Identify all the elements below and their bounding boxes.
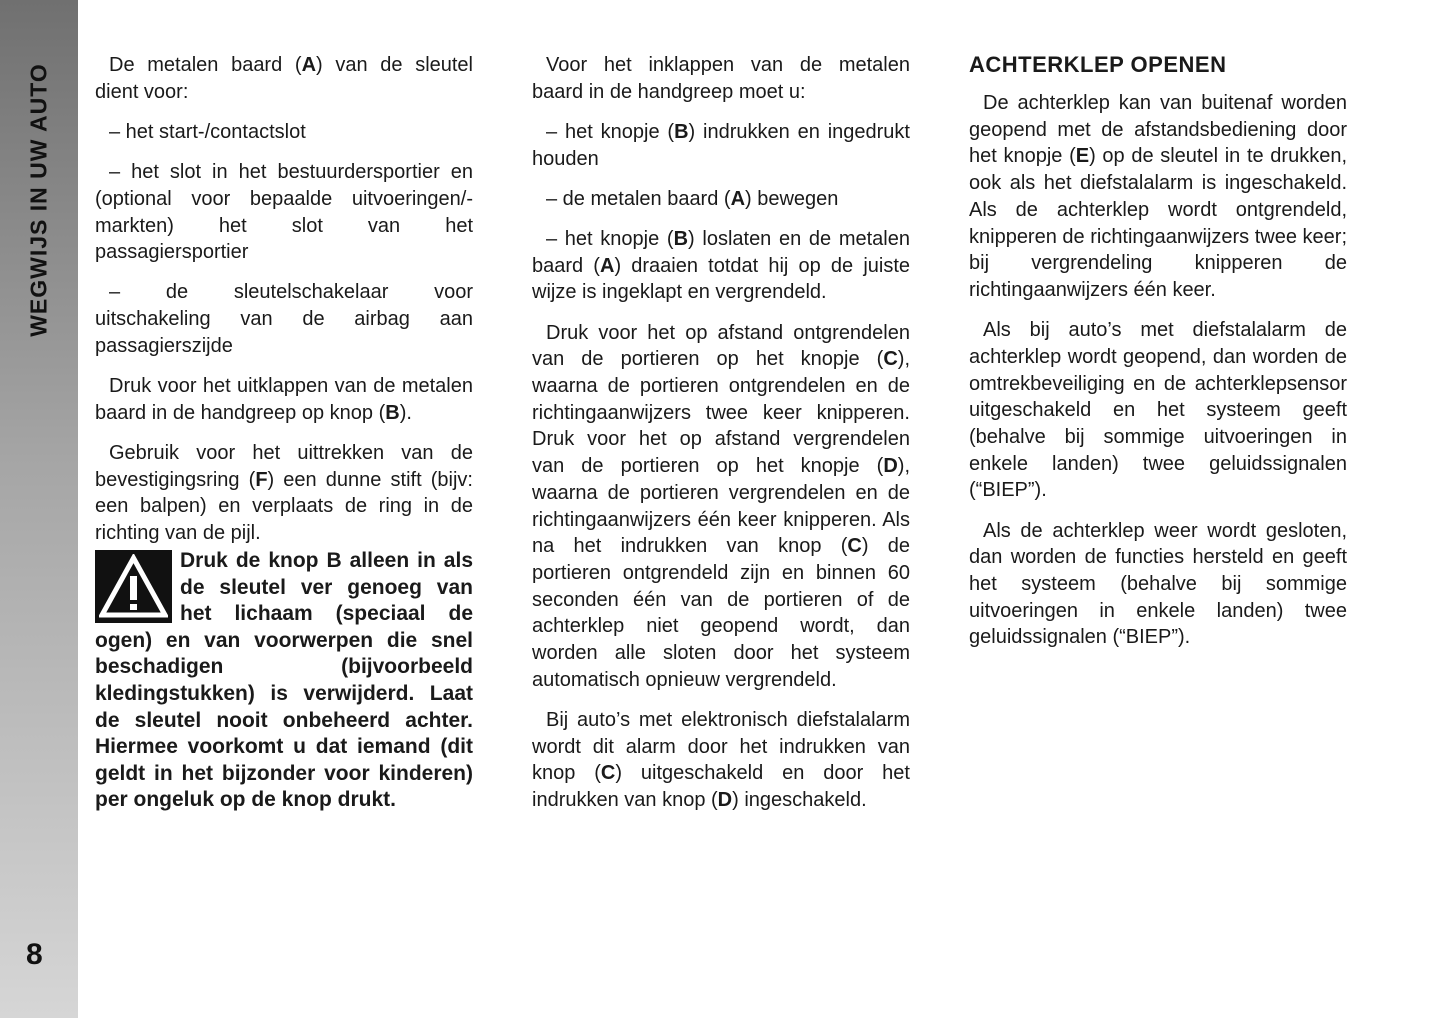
page-number: 8	[26, 938, 43, 971]
paragraph-text: ) loslaten en de metalen baard (	[532, 228, 910, 277]
key-letter: B	[673, 228, 689, 251]
paragraph-text: – het slot in het bestuurdersportier en (optional voor bepaalde uitvoeringen/-markten) het slot van het passagiersportier	[95, 161, 473, 264]
key-letter: A	[599, 254, 615, 277]
paragraph	[969, 317, 1347, 504]
section-title: WEGWIJS IN UW AUTO	[25, 63, 52, 337]
paragraph	[532, 707, 910, 814]
paragraph	[969, 518, 1347, 652]
paragraph-text: Als bij auto’s met diefstalalarm de achterklep wordt geopend, dan worden de omtrekbeveiliging en de achterklepsensor uitgeschakeld en het systeem geeft (behalve bij sommige uitvoeringen in enkele landen) twee geluidssignalen (“BIEP”).	[969, 319, 1347, 502]
paragraph	[95, 159, 473, 266]
paragraph-text: De metalen baard (	[109, 54, 302, 76]
paragraph	[95, 373, 473, 426]
warning-text: Druk de knop B alleen in als de sleutel ver genoeg van het lichaam (speciaal de ogen) en van voorwerpen die snel beschadigen (bijvoorbeeld kledingstukken) is verwijderd. Laat de sleutel nooit onbeheerd achter. Hiermee voorkomt u dat iemand (dit geldt in het bijzonder voor kinderen) per ongeluk op de knop drukt.	[95, 549, 473, 812]
warning-box	[95, 548, 473, 814]
key-letter: E	[1075, 145, 1090, 168]
key-letter: C	[600, 762, 616, 785]
key-letter: A	[730, 187, 746, 210]
key-letter: C	[883, 348, 898, 371]
paragraph-text: ), waarna de portieren ontgrendelen en de richtingaanwijzers twee keer knipperen. Druk voor het op afstand vergrendelen van de portieren op het knopje (	[532, 348, 910, 478]
paragraph-text: Gebruik voor het uittrekken van de bevestigingsring (	[95, 441, 473, 491]
warning-triangle-icon	[95, 550, 172, 623]
paragraph-text: ) een dunne stift (bijv: een balpen) en verplaats de ring in de richting van de pijl.	[95, 468, 473, 545]
key-letter: F	[255, 468, 268, 491]
paragraph	[969, 90, 1347, 304]
key-letter: A	[301, 54, 317, 76]
column-2	[532, 52, 910, 827]
key-letter: B	[385, 401, 400, 424]
section-sidebar	[0, 0, 78, 1018]
paragraph-text: ) van de sleutel dient voor:	[95, 54, 474, 103]
paragraph-text: Druk voor het op afstand ontgrendelen van de portieren op het knopje (	[532, 321, 910, 371]
paragraph-text: ) de portieren ontgrendeld zijn en binnen 60 seconden één van de portieren of de achterklep niet geopend wordt, dan worden alle sloten door het systeem automatisch opnieuw vergrendeld.	[532, 535, 910, 691]
paragraph-text: ) indrukken en ingedrukt houden	[532, 120, 910, 170]
paragraph-text: Als de achterklep weer wordt gesloten, dan worden de functies hersteld en geeft het systeem (behalve bij sommige uitvoeringen in enkele landen) twee geluidssignalen (“BIEP”).	[969, 519, 1347, 649]
paragraph-text: Druk voor het uitklappen van de metalen baard in de handgreep op knop (	[95, 375, 473, 424]
column-1	[95, 52, 473, 560]
paragraph	[532, 320, 910, 694]
paragraph-text: ) bewegen	[745, 187, 839, 210]
paragraph	[95, 440, 473, 547]
paragraph-text: ).	[399, 401, 412, 424]
paragraph-text: ), waarna de portieren vergrendelen en de richtingaanwijzers één keer knipperen. Als na het indrukken van knop (	[532, 455, 910, 558]
paragraph-text: ) ingeschakeld.	[732, 789, 867, 812]
paragraph	[532, 119, 910, 172]
key-letter: C	[847, 535, 862, 558]
key-letter: B	[674, 120, 689, 143]
paragraph-text: De achterklep kan van buitenaf worden geopend met de afstandsbediening door het knopje (	[969, 92, 1347, 168]
paragraph-text: – de sleutelschakelaar voor uitschakeling van de airbag aan passagierszijde	[95, 281, 473, 357]
key-letter: D	[883, 455, 898, 478]
paragraph	[532, 226, 910, 306]
section-heading: ACHTERKLEP OPENEN	[969, 52, 1227, 77]
column-3	[969, 52, 1347, 665]
paragraph	[532, 52, 910, 105]
paragraph-text: – het start-/contactslot	[109, 120, 306, 143]
paragraph-text: ) uitgeschakeld en door het indrukken van knop (	[532, 762, 910, 812]
paragraph-text: – het knopje (	[546, 228, 674, 251]
paragraph	[95, 279, 473, 359]
paragraph	[532, 186, 910, 213]
paragraph	[95, 52, 473, 105]
paragraph-text: ) draaien totdat hij op de juiste wijze is ingeklapt en vergrendeld.	[532, 254, 911, 304]
paragraph-text: ) op de sleutel in te drukken, ook als het diefstalalarm is ingeschakeld. Als de achterklep wordt ontgrendeld, knipperen de richtingaanwijzers twee keer; bij vergrendeling knipperen de richtingaanwijzers één keer.	[969, 145, 1347, 301]
paragraph	[95, 119, 473, 146]
paragraph-text: Bij auto’s met elektronisch diefstalalarm wordt dit alarm door het indrukken van knop (	[532, 708, 910, 785]
key-letter: D	[717, 789, 733, 812]
paragraph-text: – het knopje (	[546, 120, 675, 143]
paragraph-text: Voor het inklappen van de metalen baard in de handgreep moet u:	[532, 54, 910, 103]
paragraph-text: – de metalen baard (	[546, 187, 731, 210]
